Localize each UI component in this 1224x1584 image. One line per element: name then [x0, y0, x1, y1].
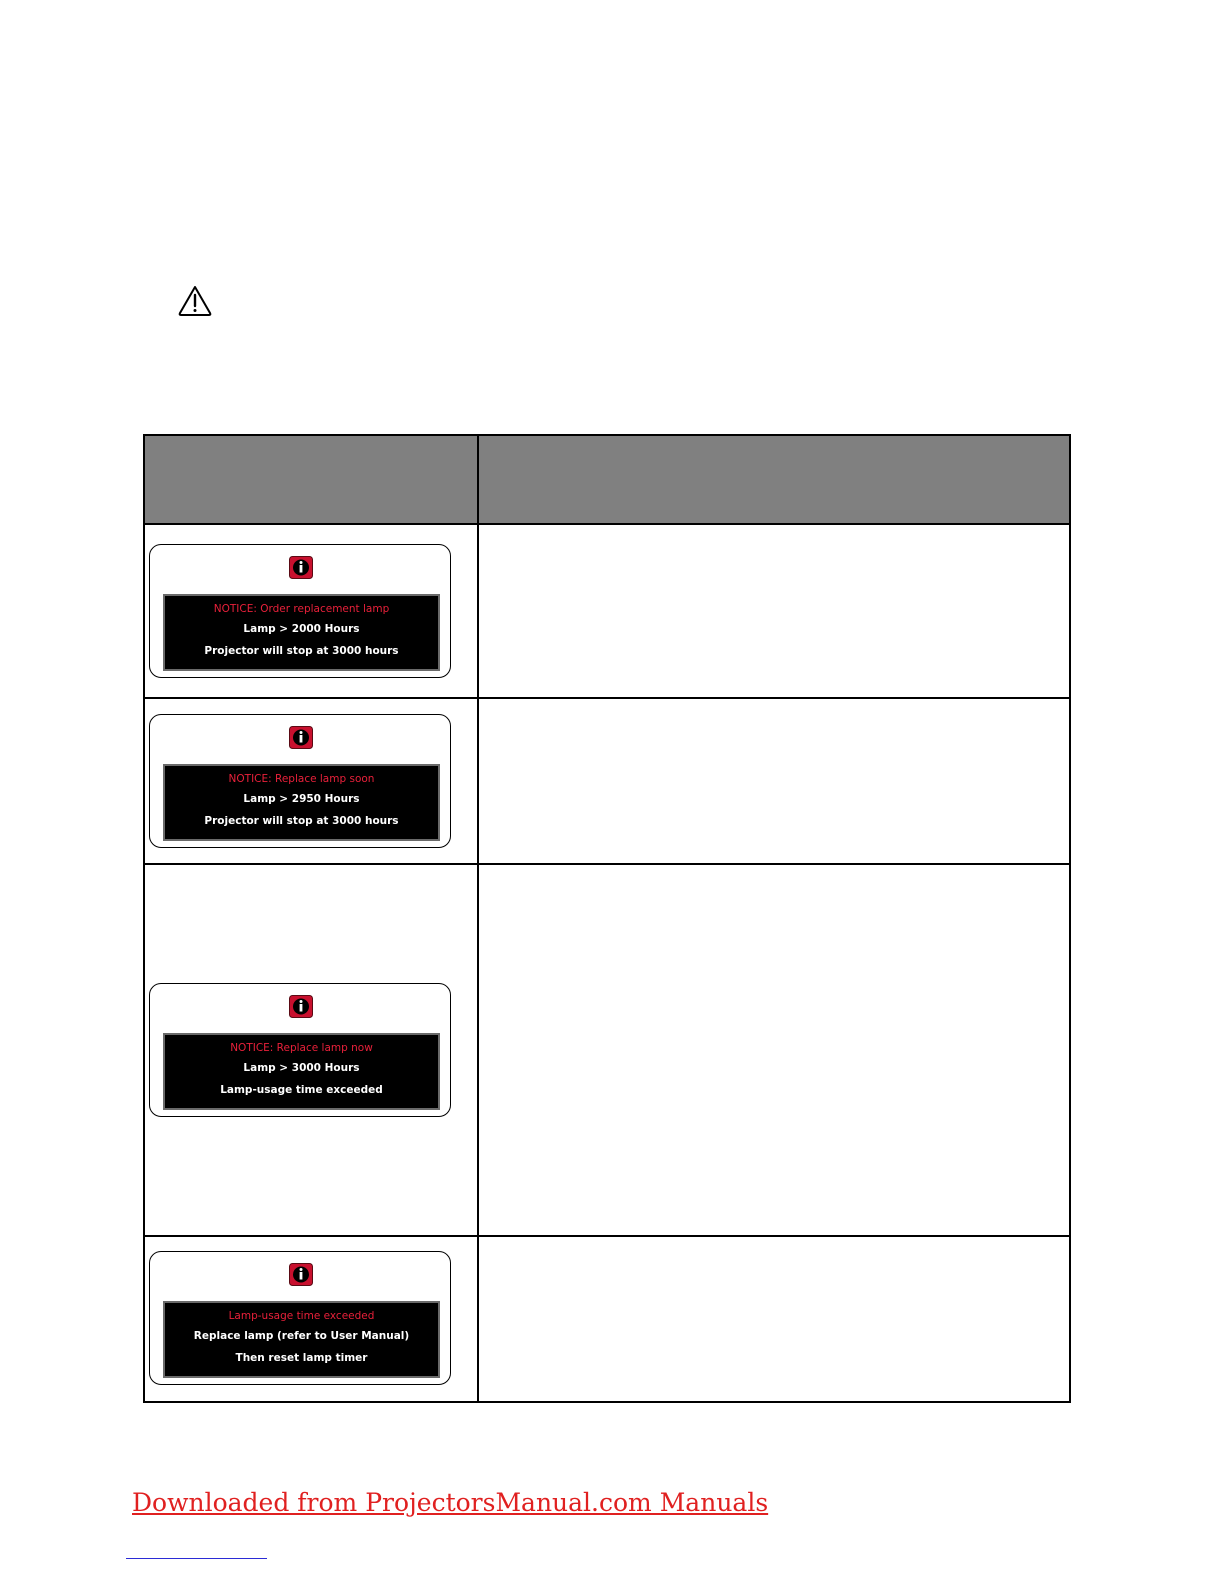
osd-notice [163, 764, 440, 841]
osd-notice [163, 1033, 440, 1110]
notice-title: NOTICE: Replace lamp now [230, 1042, 373, 1054]
notice-title: Lamp-usage time exceeded [228, 1310, 375, 1322]
action-cell [478, 698, 1070, 864]
notice-message-box [149, 983, 451, 1117]
notice-line-3: Lamp-usage time exceeded [220, 1084, 383, 1096]
header-cell-message [144, 435, 478, 524]
message-cell [144, 698, 478, 864]
notice-line-3: Projector will stop at 3000 hours [204, 815, 399, 827]
table-row [144, 698, 1070, 864]
notice-line-2: Lamp > 3000 Hours [243, 1062, 360, 1074]
notice-message-box [149, 714, 451, 848]
notice-line-2: Lamp > 2000 Hours [243, 623, 360, 635]
message-cell [144, 524, 478, 698]
notice-line-2: Lamp > 2950 Hours [243, 793, 360, 805]
notice-line-3: Projector will stop at 3000 hours [204, 645, 399, 657]
osd-notice [163, 594, 440, 671]
table-row [144, 524, 1070, 698]
action-cell [478, 864, 1070, 1236]
message-cell [144, 1236, 478, 1402]
info-icon [289, 726, 313, 749]
notice-title: NOTICE: Replace lamp soon [228, 773, 375, 785]
notice-line-3: Then reset lamp timer [235, 1352, 368, 1364]
osd-notice [163, 1301, 440, 1378]
download-source-link[interactable]: Downloaded from ProjectorsManual.com Manuals [132, 1488, 769, 1517]
lamp-message-table [143, 434, 1071, 1403]
header-cell-action [478, 435, 1070, 524]
warning-icon [178, 285, 212, 316]
notice-message-box [149, 544, 451, 678]
message-cell [144, 864, 478, 1236]
footer-divider [126, 1558, 267, 1559]
table-row [144, 864, 1070, 1236]
info-icon [289, 1263, 313, 1286]
notice-title: NOTICE: Order replacement lamp [213, 603, 390, 615]
info-icon [289, 556, 313, 579]
notice-message-box [149, 1251, 451, 1385]
table-row [144, 1236, 1070, 1402]
table-header-row [144, 435, 1070, 524]
notice-line-2: Replace lamp (refer to User Manual) [193, 1330, 410, 1342]
info-icon [289, 995, 313, 1018]
action-cell [478, 524, 1070, 698]
action-cell [478, 1236, 1070, 1402]
